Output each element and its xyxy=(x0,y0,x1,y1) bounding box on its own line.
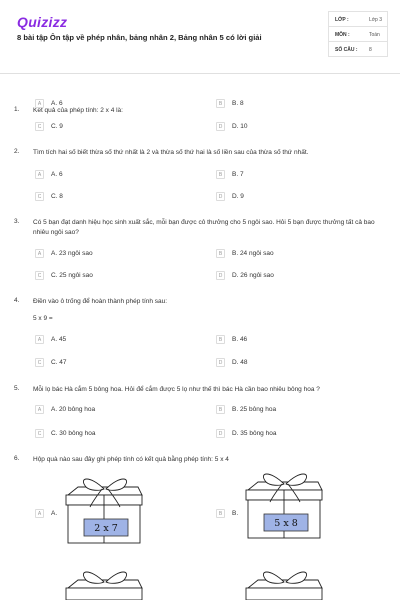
meta-label: MÔN : xyxy=(335,32,350,38)
meta-row-class xyxy=(329,12,387,27)
option-letter-box: A xyxy=(35,509,44,518)
option-letter-box: B xyxy=(216,99,225,108)
option-text: B. 24 ngôi sao xyxy=(232,250,274,257)
option-text: D. 10 xyxy=(232,123,248,130)
option-text: A. 20 bông hoa xyxy=(51,406,96,413)
option-letter-box: C xyxy=(35,122,44,131)
option-letter-box: D xyxy=(216,429,225,438)
option-letter-box: C xyxy=(35,192,44,201)
gift-box-image-a[interactable] xyxy=(60,473,150,545)
option-text: A. xyxy=(51,510,58,517)
option-text: B. xyxy=(232,510,239,517)
meta-value: Toán xyxy=(369,32,380,38)
question-text: Hộp quà nào sau đây ghi phép tính có kết quả bằng phép tính: 5 x 4 xyxy=(33,456,229,463)
option-text: D. 48 xyxy=(232,359,248,366)
meta-info-box xyxy=(328,11,388,57)
question-text: Tìm tích hai số biết thừa số thứ nhất là 2 và thừa số thứ hai là số liền sau của thừa số thứ nhất. xyxy=(33,149,309,156)
option-text: D. 26 ngôi sao xyxy=(232,272,274,279)
option-text: A. 6 xyxy=(51,100,63,107)
gift-box-image-b[interactable] xyxy=(240,468,330,540)
option-text: D. 9 xyxy=(232,193,244,200)
option-letter-box: D xyxy=(216,358,225,367)
question-number: 3. xyxy=(14,218,20,225)
option-letter-box: B xyxy=(216,405,225,414)
option-letter-box: D xyxy=(216,192,225,201)
question-number: 6. xyxy=(14,455,20,462)
question-number: 2. xyxy=(14,148,20,155)
option-letter-box: B xyxy=(216,249,225,258)
option-letter-box: A xyxy=(35,170,44,179)
option-text: B. 25 bông hoa xyxy=(232,406,277,413)
question-text: Có 5 bạn đạt danh hiệu học sinh xuất sắc, mỗi bạn được cô thưởng cho 5 ngôi sao. Hỏi 5 bạn được thưởng tất cả bao nhiêu ngôi sao? xyxy=(33,219,375,236)
option-letter-box: A xyxy=(35,99,44,108)
equation-line: 5 x 9 = xyxy=(33,315,53,322)
option-letter-box: B xyxy=(216,170,225,179)
option-text: B. 46 xyxy=(232,336,248,343)
meta-row-subject xyxy=(329,27,387,42)
meta-label: SỐ CÂU : xyxy=(335,47,358,53)
gift-label-text: 5 x 8 xyxy=(274,518,298,529)
gift-label-text: 2 x 7 xyxy=(94,523,118,534)
question-number: 4. xyxy=(14,297,20,304)
option-letter-box: A xyxy=(35,405,44,414)
quizizz-logo: Quizizz xyxy=(17,14,68,30)
option-text: B. 8 xyxy=(232,100,244,107)
question-number: 5. xyxy=(14,385,20,392)
option-text: C. 8 xyxy=(51,193,63,200)
question-text: Điền vào ô trống để hoàn thành phép tính sau: xyxy=(33,298,168,305)
option-letter-box: C xyxy=(35,358,44,367)
option-letter-box: A xyxy=(35,249,44,258)
option-text: D. 35 bông hoa xyxy=(232,430,277,437)
option-text: A. 6 xyxy=(51,171,63,178)
meta-label: LỚP : xyxy=(335,17,349,23)
meta-row-count xyxy=(329,42,387,57)
option-letter-box: B xyxy=(216,335,225,344)
question-text: Kết quả của phép tính: 2 x 4 là: xyxy=(33,107,123,114)
meta-value: Lớp 3 xyxy=(369,17,383,23)
question-number: 1. xyxy=(14,106,20,113)
option-letter-box: C xyxy=(35,429,44,438)
question-text: Mỗi lọ bác Hà cắm 5 bông hoa. Hỏi để cắm được 5 lọ như thế thì bác Hà cần bao nhiêu bông hoa ? xyxy=(33,386,320,393)
option-letter-box: D xyxy=(216,122,225,131)
option-text: A. 45 xyxy=(51,336,67,343)
worksheet-title: 8 bài tập Ôn tập về phép nhân, bảng nhân 2, Bảng nhân 5 có lời giải xyxy=(17,33,262,42)
option-text: A. 23 ngôi sao xyxy=(51,250,93,257)
meta-value: 8 xyxy=(369,47,372,53)
gift-box-image-d[interactable] xyxy=(240,566,330,600)
option-text: C. 47 xyxy=(51,359,67,366)
gift-box-image-c[interactable] xyxy=(60,566,150,600)
option-text: C. 25 ngôi sao xyxy=(51,272,93,279)
option-text: B. 7 xyxy=(232,171,244,178)
header-divider xyxy=(0,73,400,74)
option-letter-box: B xyxy=(216,509,225,518)
option-text: C. 30 bông hoa xyxy=(51,430,96,437)
option-letter-box: D xyxy=(216,271,225,280)
option-letter-box: C xyxy=(35,271,44,280)
option-letter-box: A xyxy=(35,335,44,344)
worksheet-header xyxy=(0,0,400,68)
option-text: C. 9 xyxy=(51,123,63,130)
